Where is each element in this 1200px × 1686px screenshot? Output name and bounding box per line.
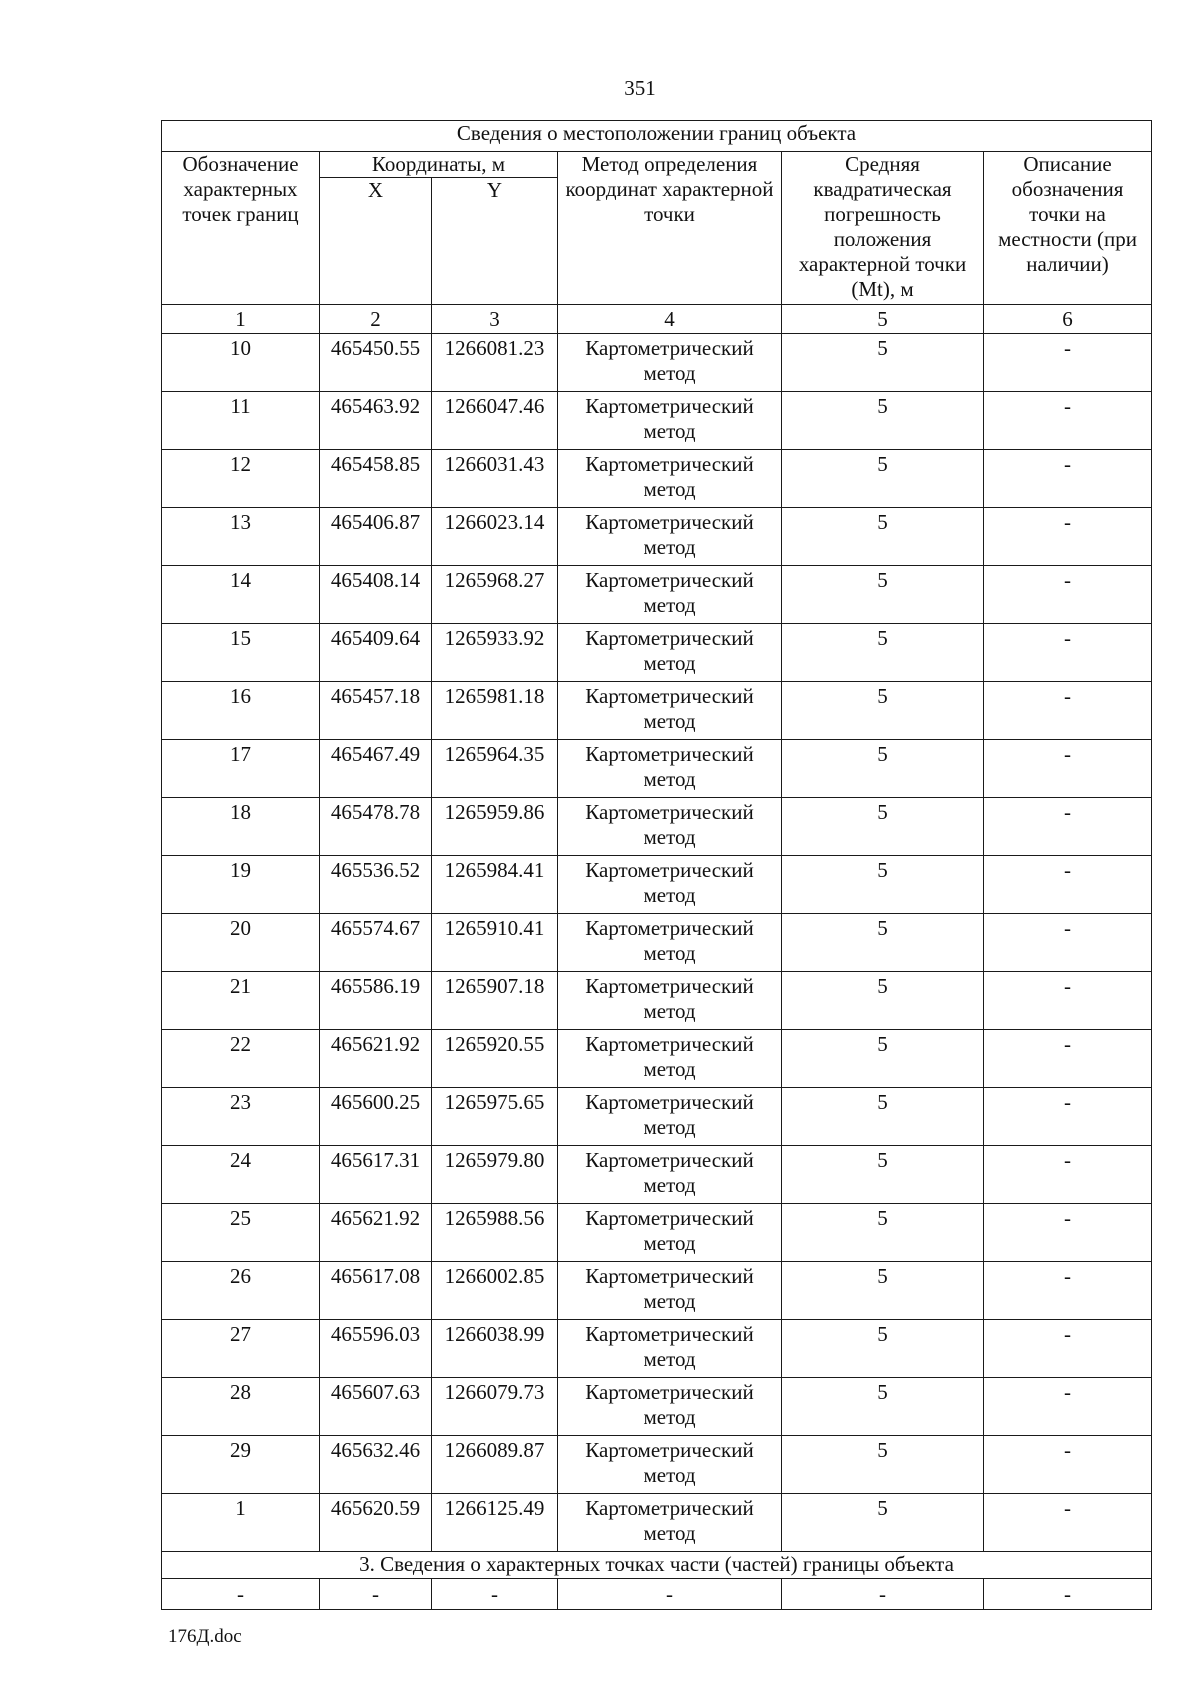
y-coordinate-cell: 1265979.80 (432, 1146, 558, 1204)
section-3-row (162, 1579, 1152, 1610)
method-cell: Картометрический метод (558, 624, 782, 682)
error-cell: 5 (782, 1030, 984, 1088)
y-coordinate-cell: 1266081.23 (432, 334, 558, 392)
column-number: 3 (432, 305, 558, 334)
method-cell: Картометрический метод (558, 450, 782, 508)
table-row (162, 682, 1152, 740)
point-cell: 17 (162, 740, 320, 798)
table-row (162, 740, 1152, 798)
table-row (162, 1262, 1152, 1320)
table-row (162, 334, 1152, 392)
error-cell: 5 (782, 972, 984, 1030)
point-cell: 13 (162, 508, 320, 566)
point-cell: 11 (162, 392, 320, 450)
x-coordinate-cell: 465478.78 (320, 798, 432, 856)
error-cell: 5 (782, 1088, 984, 1146)
table-row (162, 392, 1152, 450)
method-cell: Картометрический метод (558, 682, 782, 740)
table-row (162, 1436, 1152, 1494)
table-row (162, 1204, 1152, 1262)
error-cell: 5 (782, 740, 984, 798)
description-cell: - (984, 972, 1152, 1030)
y-coordinate-cell: 1266047.46 (432, 392, 558, 450)
table-row (162, 566, 1152, 624)
x-coordinate-cell: 465467.49 (320, 740, 432, 798)
method-cell: Картометрический метод (558, 1204, 782, 1262)
y-coordinate-cell: 1265959.86 (432, 798, 558, 856)
point-cell: 14 (162, 566, 320, 624)
description-cell: - (984, 856, 1152, 914)
description-cell: - (984, 1436, 1152, 1494)
x-coordinate-cell: 465620.59 (320, 1494, 432, 1552)
description-cell: - (984, 1378, 1152, 1436)
table-cell: - (320, 1579, 432, 1610)
table-row (162, 1146, 1152, 1204)
column-number: 2 (320, 305, 432, 334)
point-cell: 16 (162, 682, 320, 740)
error-cell: 5 (782, 508, 984, 566)
error-cell: 5 (782, 1494, 984, 1552)
error-cell: 5 (782, 856, 984, 914)
error-cell: 5 (782, 798, 984, 856)
y-coordinate-cell: 1265981.18 (432, 682, 558, 740)
table-row (162, 972, 1152, 1030)
x-coordinate-cell: 465632.46 (320, 1436, 432, 1494)
header-description: Описание обозначения точки на местности (при наличии) (984, 152, 1152, 305)
table-row (162, 450, 1152, 508)
method-cell: Картометрический метод (558, 1378, 782, 1436)
point-cell: 1 (162, 1494, 320, 1552)
error-cell: 5 (782, 1204, 984, 1262)
point-cell: 18 (162, 798, 320, 856)
x-coordinate-cell: 465463.92 (320, 392, 432, 450)
description-cell: - (984, 1030, 1152, 1088)
x-coordinate-cell: 465574.67 (320, 914, 432, 972)
error-cell: 5 (782, 914, 984, 972)
method-cell: Картометрический метод (558, 798, 782, 856)
y-coordinate-cell: 1265964.35 (432, 740, 558, 798)
point-cell: 22 (162, 1030, 320, 1088)
y-coordinate-cell: 1265984.41 (432, 856, 558, 914)
description-cell: - (984, 1320, 1152, 1378)
method-cell: Картометрический метод (558, 1320, 782, 1378)
description-cell: - (984, 914, 1152, 972)
table-row (162, 914, 1152, 972)
column-number: 6 (984, 305, 1152, 334)
x-coordinate-cell: 465617.08 (320, 1262, 432, 1320)
x-coordinate-cell: 465536.52 (320, 856, 432, 914)
y-coordinate-cell: 1265968.27 (432, 566, 558, 624)
x-coordinate-cell: 465600.25 (320, 1088, 432, 1146)
y-coordinate-cell: 1265975.65 (432, 1088, 558, 1146)
method-cell: Картометрический метод (558, 1436, 782, 1494)
y-coordinate-cell: 1265907.18 (432, 972, 558, 1030)
error-cell: 5 (782, 566, 984, 624)
point-cell: 27 (162, 1320, 320, 1378)
y-coordinate-cell: 1266089.87 (432, 1436, 558, 1494)
y-coordinate-cell: 1266079.73 (432, 1378, 558, 1436)
description-cell: - (984, 624, 1152, 682)
point-cell: 12 (162, 450, 320, 508)
x-coordinate-cell: 465586.19 (320, 972, 432, 1030)
method-cell: Картометрический метод (558, 972, 782, 1030)
x-coordinate-cell: 465458.85 (320, 450, 432, 508)
y-coordinate-cell: 1266038.99 (432, 1320, 558, 1378)
point-cell: 28 (162, 1378, 320, 1436)
table-row (162, 1378, 1152, 1436)
error-cell: 5 (782, 624, 984, 682)
table-cell: - (162, 1579, 320, 1610)
method-cell: Картометрический метод (558, 1088, 782, 1146)
point-cell: 10 (162, 334, 320, 392)
table-row (162, 1494, 1152, 1552)
method-cell: Картометрический метод (558, 1146, 782, 1204)
y-coordinate-cell: 1266125.49 (432, 1494, 558, 1552)
table-row (162, 856, 1152, 914)
column-number: 5 (782, 305, 984, 334)
description-cell: - (984, 450, 1152, 508)
table-title: Сведения о местоположении границ объекта (162, 121, 1152, 152)
description-cell: - (984, 798, 1152, 856)
point-cell: 26 (162, 1262, 320, 1320)
point-cell: 23 (162, 1088, 320, 1146)
method-cell: Картометрический метод (558, 740, 782, 798)
point-cell: 21 (162, 972, 320, 1030)
error-cell: 5 (782, 1320, 984, 1378)
x-coordinate-cell: 465621.92 (320, 1030, 432, 1088)
table-cell: - (782, 1579, 984, 1610)
method-cell: Картометрический метод (558, 914, 782, 972)
description-cell: - (984, 1494, 1152, 1552)
table-row (162, 508, 1152, 566)
page-number: 351 (624, 76, 656, 100)
x-coordinate-cell: 465621.92 (320, 1204, 432, 1262)
description-cell: - (984, 566, 1152, 624)
column-number: 4 (558, 305, 782, 334)
x-coordinate-cell: 465408.14 (320, 566, 432, 624)
table-row (162, 1030, 1152, 1088)
method-cell: Картометрический метод (558, 334, 782, 392)
table-cell: - (984, 1579, 1152, 1610)
point-cell: 25 (162, 1204, 320, 1262)
y-coordinate-cell: 1266031.43 (432, 450, 558, 508)
description-cell: - (984, 1262, 1152, 1320)
table-row (162, 798, 1152, 856)
error-cell: 5 (782, 334, 984, 392)
y-coordinate-cell: 1265933.92 (432, 624, 558, 682)
boundary-coordinates-table (161, 120, 1152, 1610)
description-cell: - (984, 740, 1152, 798)
method-cell: Картометрический метод (558, 566, 782, 624)
header-method: Метод определения координат характерной точки (558, 152, 782, 305)
method-cell: Картометрический метод (558, 856, 782, 914)
y-coordinate-cell: 1265920.55 (432, 1030, 558, 1088)
column-number: 1 (162, 305, 320, 334)
table-row (162, 1320, 1152, 1378)
table-cell: - (432, 1579, 558, 1610)
error-cell: 5 (782, 1262, 984, 1320)
point-cell: 24 (162, 1146, 320, 1204)
description-cell: - (984, 334, 1152, 392)
header-x: X (320, 178, 432, 305)
y-coordinate-cell: 1266002.85 (432, 1262, 558, 1320)
header-y: Y (432, 178, 558, 305)
x-coordinate-cell: 465406.87 (320, 508, 432, 566)
error-cell: 5 (782, 392, 984, 450)
y-coordinate-cell: 1265910.41 (432, 914, 558, 972)
description-cell: - (984, 1088, 1152, 1146)
method-cell: Картометрический метод (558, 508, 782, 566)
header-coords: Координаты, м (320, 152, 558, 178)
method-cell: Картометрический метод (558, 392, 782, 450)
x-coordinate-cell: 465409.64 (320, 624, 432, 682)
description-cell: - (984, 392, 1152, 450)
description-cell: - (984, 1204, 1152, 1262)
description-cell: - (984, 1146, 1152, 1204)
error-cell: 5 (782, 682, 984, 740)
section-3-title: 3. Сведения о характерных точках части (частей) границы объекта (162, 1552, 1152, 1579)
error-cell: 5 (782, 1146, 984, 1204)
description-cell: - (984, 508, 1152, 566)
x-coordinate-cell: 465596.03 (320, 1320, 432, 1378)
point-cell: 20 (162, 914, 320, 972)
point-cell: 19 (162, 856, 320, 914)
x-coordinate-cell: 465607.63 (320, 1378, 432, 1436)
y-coordinate-cell: 1266023.14 (432, 508, 558, 566)
footer-filename: 176Д.doc (168, 1626, 242, 1647)
x-coordinate-cell: 465617.31 (320, 1146, 432, 1204)
method-cell: Картометрический метод (558, 1494, 782, 1552)
x-coordinate-cell: 465457.18 (320, 682, 432, 740)
point-cell: 15 (162, 624, 320, 682)
point-cell: 29 (162, 1436, 320, 1494)
description-cell: - (984, 682, 1152, 740)
x-coordinate-cell: 465450.55 (320, 334, 432, 392)
error-cell: 5 (782, 450, 984, 508)
y-coordinate-cell: 1265988.56 (432, 1204, 558, 1262)
table-row (162, 1088, 1152, 1146)
error-cell: 5 (782, 1378, 984, 1436)
table-row (162, 624, 1152, 682)
header-error: Средняя квадратическая погрешность положения характерной точки (Mt), м (782, 152, 984, 305)
column-numbers-row (162, 305, 1152, 334)
header-point: Обозначение характерных точек границ (162, 152, 320, 305)
error-cell: 5 (782, 1436, 984, 1494)
table-cell: - (558, 1579, 782, 1610)
method-cell: Картометрический метод (558, 1030, 782, 1088)
method-cell: Картометрический метод (558, 1262, 782, 1320)
